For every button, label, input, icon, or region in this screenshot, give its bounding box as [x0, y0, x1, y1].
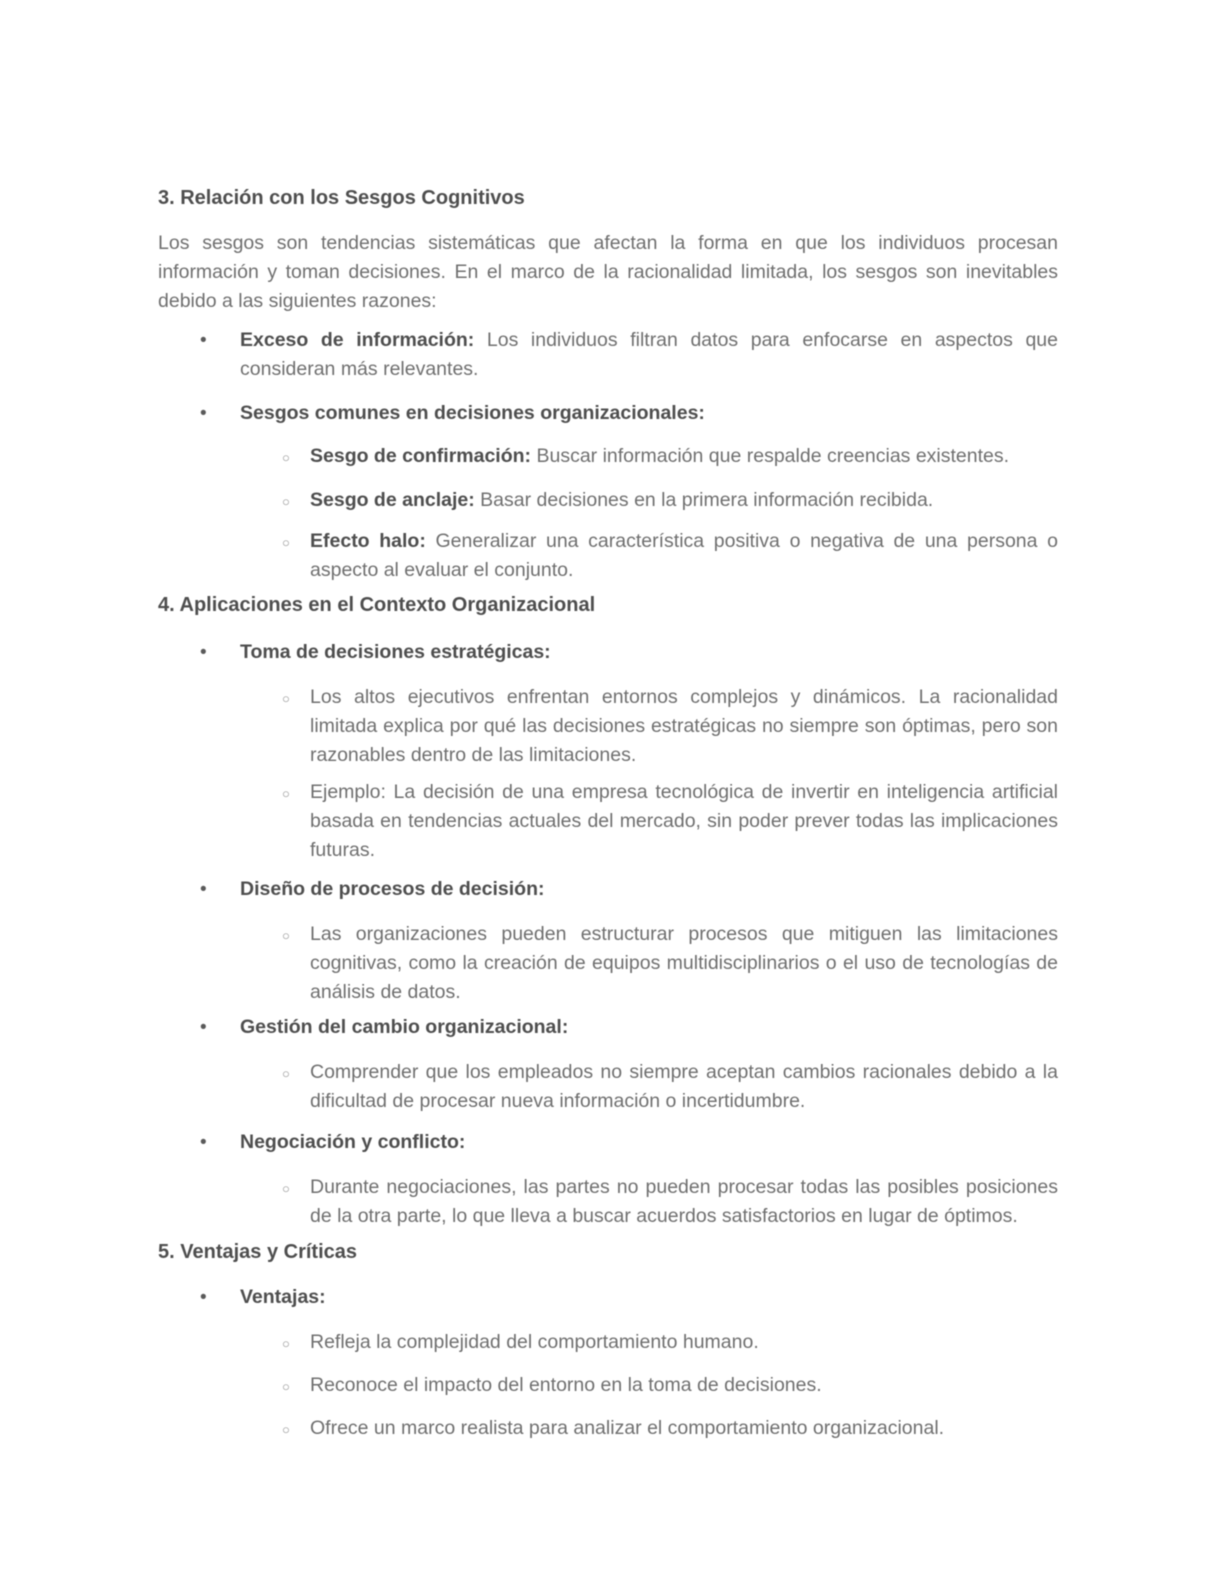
sub-item-text: Basar decisiones en la primera información recibida.: [480, 489, 934, 511]
bullet-icon: •: [200, 642, 207, 663]
sub-list-item-ventaja-3: [158, 1414, 1058, 1443]
section-3-intro-paragraph: Los sesgos son tendencias sistemáticas que afectan la forma en que los individuos procesan información y toman decisiones. En el marco de la racionalidad limitada, los sesgos son inevitables debido a las siguientes razones:: [158, 232, 1058, 312]
section-5-heading: 5. Ventajas y Críticas: [158, 1241, 358, 1263]
sub-paragraph-negociaciones: [158, 1173, 1058, 1231]
sub-list-item-sesgo-confirmacion: [158, 442, 1058, 471]
sub-item-text: Buscar información que respalde creencias existentes.: [536, 445, 1010, 467]
sub-item-text: Reconoce el impacto del entorno en la toma de decisiones.: [310, 1374, 822, 1396]
list-item-text: Los individuos filtran datos para enfocarse en aspectos que consideran más relevantes.: [240, 329, 1058, 380]
list-item-label: Toma de decisiones estratégicas:: [240, 641, 551, 663]
list-item-label: Gestión del cambio organizacional:: [240, 1016, 569, 1038]
sub-item-label: Efecto halo:: [310, 530, 436, 552]
sub-item-text: Ofrece un marco realista para analizar el comportamiento organizacional.: [310, 1417, 945, 1439]
sub-paragraph-text: Los altos ejecutivos enfrentan entornos complejos y dinámicos. La racionalidad limitada explica por qué las decisiones estratégicas no siempre son óptimas, pero son razonables dentro de las limitaciones.: [310, 686, 1058, 766]
list-item-toma-decisiones: [158, 638, 1058, 667]
bullet-icon: •: [200, 330, 207, 351]
bullet-icon: •: [200, 1287, 207, 1308]
list-item-exceso-informacion: [158, 326, 1058, 384]
sub-paragraph-empleados: [158, 1058, 1058, 1116]
list-item-ventajas: [158, 1283, 1058, 1312]
circle-bullet-icon: ○: [282, 535, 290, 550]
list-item-diseno-procesos: [158, 875, 1058, 904]
sub-paragraph-text: Durante negociaciones, las partes no pueden procesar todas las posibles posiciones de la otra parte, lo que lleva a buscar acuerdos satisfactorios en lugar de óptimos.: [310, 1176, 1058, 1227]
circle-bullet-icon: ○: [282, 450, 290, 465]
bullet-icon: •: [200, 1017, 207, 1038]
sub-paragraph-text: Ejemplo: La decisión de una empresa tecnológica de invertir en inteligencia artificial basada en tendencias actuales del mercado, sin poder prever todas las implicaciones futuras.: [310, 781, 1058, 861]
sub-paragraph-text: Comprender que los empleados no siempre aceptan cambios racionales debido a la dificultad de procesar nueva información o incertidumbre.: [310, 1061, 1058, 1112]
circle-bullet-icon: ○: [282, 1066, 290, 1081]
sub-item-label: Sesgo de confirmación:: [310, 445, 537, 467]
sub-item-label: Sesgo de anclaje:: [310, 489, 481, 511]
list-item-label: Diseño de procesos de decisión:: [240, 878, 545, 900]
sub-list-item-ventaja-2: [158, 1371, 1058, 1400]
circle-bullet-icon: ○: [282, 691, 290, 706]
sub-item-text: Refleja la complejidad del comportamiento humano.: [310, 1331, 759, 1353]
sub-list-item-efecto-halo: [158, 527, 1058, 585]
list-item-label: Negociación y conflicto:: [240, 1131, 466, 1153]
circle-bullet-icon: ○: [282, 928, 290, 943]
sub-paragraph-ejecutivos: [158, 683, 1058, 770]
circle-bullet-icon: ○: [282, 1422, 290, 1437]
list-item-negociacion-conflicto: [158, 1128, 1058, 1157]
section-3-heading: 3. Relación con los Sesgos Cognitivos: [158, 187, 525, 209]
list-item-label: Ventajas:: [240, 1286, 326, 1308]
circle-bullet-icon: ○: [282, 1181, 290, 1196]
sub-paragraph-text: Las organizaciones pueden estructurar procesos que mitiguen las limitaciones cognitivas, como la creación de equipos multidisciplinarios o el uso de tecnologías de análisis de datos.: [310, 923, 1058, 1003]
circle-bullet-icon: ○: [282, 494, 290, 509]
sub-item-text: Generalizar una característica positiva o negativa de una persona o aspecto al evaluar el conjunto.: [310, 530, 1058, 581]
sub-list-item-ventaja-1: [158, 1328, 1058, 1357]
sub-paragraph-organizaciones: [158, 920, 1058, 1007]
section-4-heading: 4. Aplicaciones en el Contexto Organizacional: [158, 594, 596, 616]
list-item-label: Sesgos comunes en decisiones organizacionales:: [240, 402, 705, 424]
bullet-icon: •: [200, 1132, 207, 1153]
list-item-label: Exceso de información:: [240, 329, 487, 351]
sub-paragraph-ejemplo: [158, 778, 1058, 865]
bullet-icon: •: [200, 879, 207, 900]
list-item-sesgos-comunes: [158, 399, 1058, 428]
document-content: [158, 186, 1058, 1443]
circle-bullet-icon: ○: [282, 1379, 290, 1394]
circle-bullet-icon: ○: [282, 786, 290, 801]
circle-bullet-icon: ○: [282, 1336, 290, 1351]
list-item-gestion-cambio: [158, 1013, 1058, 1042]
sub-list-item-sesgo-anclaje: [158, 486, 1058, 515]
bullet-icon: •: [200, 403, 207, 424]
